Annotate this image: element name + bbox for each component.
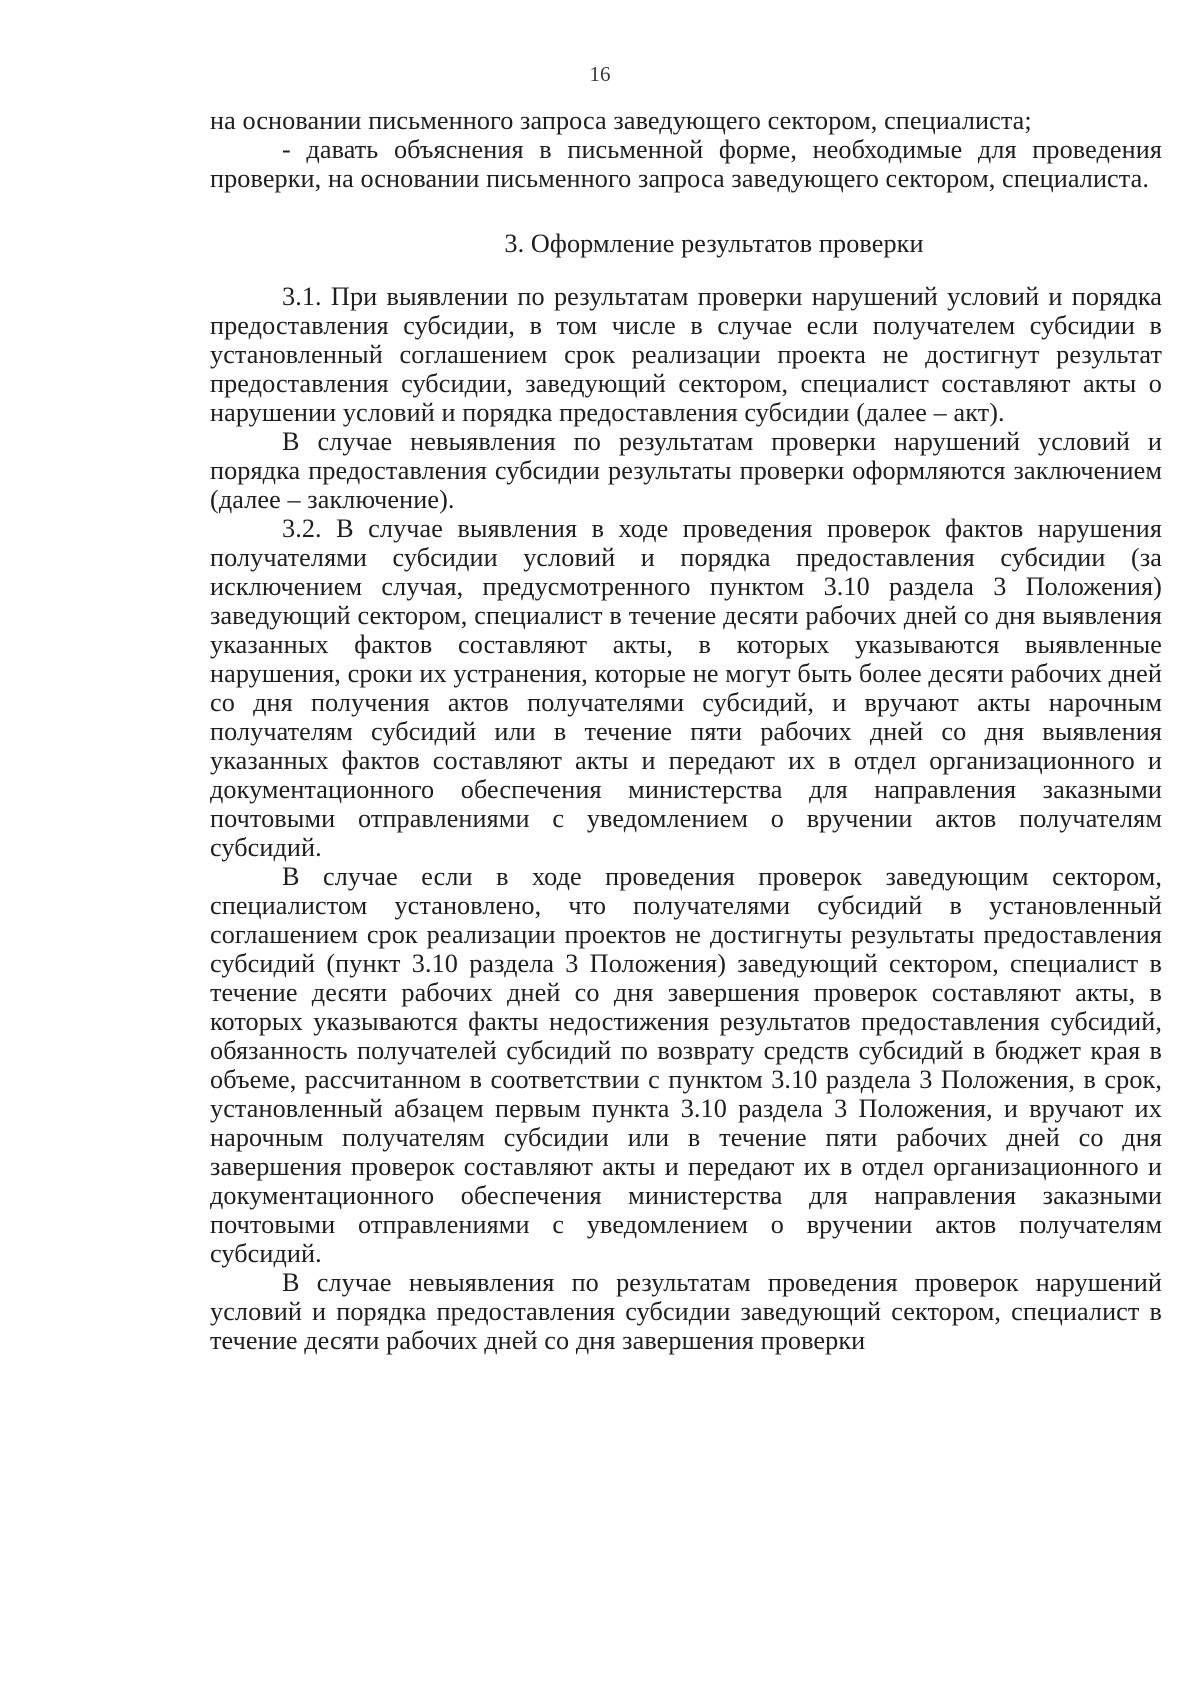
paragraph: В случае невыявления по результатам проверки нарушений условий и порядка предоставления субсидии результаты проверки оформляются заключением (далее – заключение).: [210, 427, 1162, 514]
page-number: 16: [589, 62, 611, 86]
section-heading: 3. Оформление результатов проверки: [504, 229, 924, 258]
paragraph: В случае если в ходе проведения проверок заведующим сектором, специалистом установлено, что получателями субсидий в установленный соглашением срок реализации проектов не достигнуты результаты предоставления субсидий (пункт 3.10 раздела 3 Положения) заведующий сектором, специалист в течение десяти рабочих дней со дня завершения проверок составляют акты, в которых указываются факты недостижения результатов предоставления субсидий, обязанность получателей субсидий по возврату средств субсидий в бюджет края в объеме, рассчитанном в соответствии с пунктом 3.10 раздела 3 Положения, в срок, установленный абзацем первым пункта 3.10 раздела 3 Положения, и вручают их нарочным получателям субсидии или в течение пяти рабочих дней со дня завершения проверок составляют акты и передают их в отдел организационного и документационного обеспечения министерства для направления заказными почтовыми отправлениями с уведомлением о вручении актов получателям субсидий.: [210, 862, 1162, 1268]
document-body: [210, 106, 1162, 1355]
paragraph: 3.1. При выявлении по результатам проверки нарушений условий и порядка предоставления субсидии, в том числе в случае если получателем субсидии в установленный соглашением срок реализации проекта не достигнут результат предоставления субсидии, заведующий сектором, специалист составляют акты о нарушении условий и порядка предоставления субсидии (далее – акт).: [210, 282, 1162, 427]
paragraph: 3.2. В случае выявления в ходе проведения проверок фактов нарушения получателями субсидии условий и порядка предоставления субсидии (за исключением случая, предусмотренного пунктом 3.10 раздела 3 Положения) заведующий сектором, специалист в течение десяти рабочих дней со дня выявления указанных фактов составляют акты, в которых указываются выявленные нарушения, сроки их устранения, которые не могут быть более десяти рабочих дней со дня получения актов получателями субсидий, и вручают акты нарочным получателям субсидий или в течение пяти рабочих дней со дня выявления указанных фактов составляют акты и передают их в отдел организационного и документационного обеспечения министерства для направления заказными почтовыми отправлениями с уведомлением о вручении актов получателям субсидий.: [210, 514, 1162, 862]
paragraph: - давать объяснения в письменной форме, необходимые для проведения проверки, на основании письменного запроса заведующего сектором, специалиста.: [210, 135, 1162, 193]
paragraph: В случае невыявления по результатам проведения проверок нарушений условий и порядка предоставления субсидии заведующий сектором, специалист в течение десяти рабочих дней со дня завершения проверки: [210, 1268, 1162, 1355]
paragraph: на основании письменного запроса заведующего сектором, специалиста;: [210, 106, 1032, 135]
